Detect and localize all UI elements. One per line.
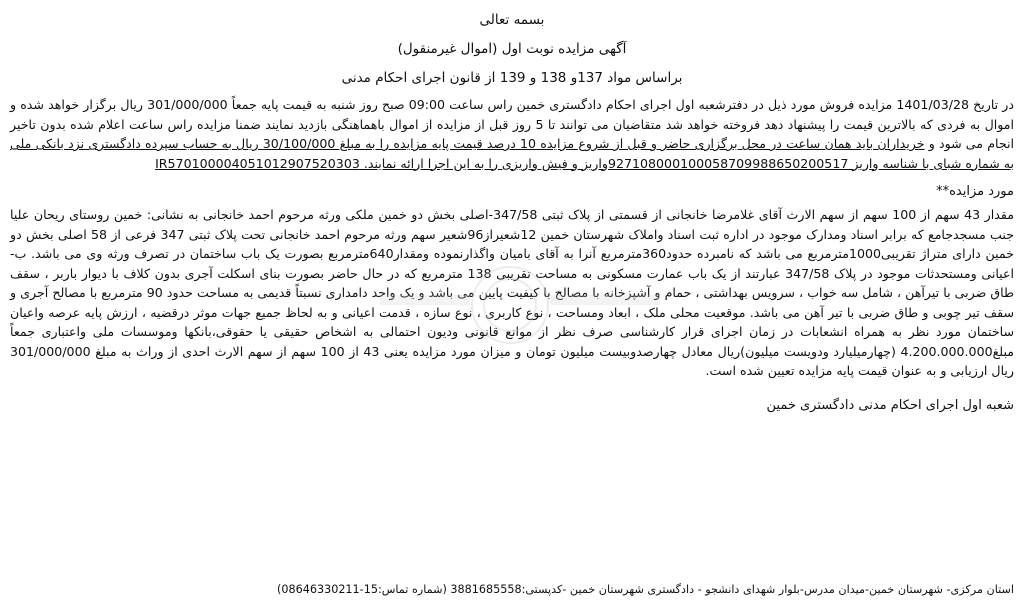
- property-description-paragraph: مقدار 43 سهم از 100 سهم از سهم الارث آقای غلامرضا خانجانی از قسمتی از پلاک ثبتی 347/58-اصلی بخش دو خمین ملکی ورثه مرحوم احمد خانجانی به نشانی: خمین روستای ریحان علیا جنب مسجدجامع که برابر اسناد ومدارک موجود در اداره ثبت اسناد واملاک شهرستان خمین 12شعیراز96شعیر سهم ورثه مرحوم احمد خانجانی تحت پلاک ثبتی 347 فرعی از 58 اصلی بخش دو خمین دارای متراژ تقریبی1000مترمربع می باشد که نامبرده حدود360مترمربع آنرا به آقای بامیان واگذارنموده ومقدار640مترمربع بصورت یک باب ساختمان در تصرف ورثه وی می باشد. ب-اعیانی ومستحدثات موجود در پلاک 347/58 عبارتند از یک باب عمارت مسکونی به مساحت تقریبی 138 مترمربع که در حال حاضر بصورت بنای اسکلت آجری بدون کلاف با دیوار باربر ، سقف طاق ضربی با تیرآهن ، شامل سه خواب ، سرویس بهداشتی ، حمام و آشپزخانه با مصالح با کیفیت پایین می باشد و یک واحد دامداری نسبتاً قدیمی به مساحت حدود 90 مترمربع با مصالح آجری و سقف تیر چوبی و طاق ضربی با تیر آهن می باشد. موقعیت محلی ملک ، ابعاد ومساحت ، نوع کاربری ، نوع سازه ، قدمت اعیانی و به لحاظ جمیع جهات موثر درقضیه ، ارزش پایه عرصه واعیان ساختمان مورد نظر به همراه انشعابات در زمان اجرای قرار کارشناسی صرف نظر از موانع قانونی ودیون احتمالی به اشخاص حقیقی یا حقوقی،بانکها وموسسات ملی واعتباری جمعاً مبلغ4.200.000.000 (چهارمیلیارد ودویست میلیون)ریال معادل چهارصدوبیست میلیون تومان و میزان مورد مزایده یعنی 43 از 100 سهم از سهم الارث احدی از وراث به مبلغ 301/000/000 ریال ارزیابی و به عنوان قیمت پایه مزایده تعیین شده است.: [10, 207, 1015, 378]
- auction-intro-text: در تاریخ 1401/03/28 مزایده فروش مورد ذیل در دفترشعبه اول اجرای احکام دادگستری خمین راس ساعت 09:00 صبح روز شنبه به قیمت پایه جمعاً 301/000/000 ریال برگزار خواهد شده و اموال به فردی که بالاترین قیمت را پیشنهاد دهد فروخته خواهد شد متقاضیان می توانند تا 5 روز قبل از مزایده از اموال باهماهنگی بازدید نمایند ضمنا مزایده راس ساعت اعلام شده بدون تاخیر انجام می شود و: [10, 97, 1014, 151]
- auction-intro-paragraph: [10, 95, 1014, 173]
- deposit-instructions-underlined: خریداران باید همان ساعت در محل برگزاری حاضر و قبل از شروع مزایده 10 درصد قیمت پایه مزایده را به مبلغ 30/100/000 ریال به حساب سپرده دادگستری نزد بانکی ملی به شماره شبای با شناسه واریز 927108000100058709988650200517واریز و فیش واریزی را به این اجرا ارائه نمایند. IR570100004051012907520303: [10, 136, 1014, 171]
- issuer-signature-line: شعبه اول اجرای احکام مدنی دادگستری خمین: [766, 397, 1014, 413]
- auction-item-heading: مورد مزایده**: [936, 184, 1014, 199]
- notice-title: آگهی مزایده نوبت اول (اموال غیرمنقول): [397, 41, 627, 57]
- basmala-heading: بسمه تعالی: [479, 12, 545, 28]
- legal-basis-subtitle: براساس مواد 137و 138 و 139 از قانون اجرای احکام مدنی: [341, 70, 683, 86]
- office-address-footer: استان مرکزی- شهرستان خمین-میدان مدرس-بلوار شهدای دانشجو - دادگستری شهرستان خمین -کدپستی:3881685558 (شماره تماس:15-08646330211): [277, 583, 1014, 596]
